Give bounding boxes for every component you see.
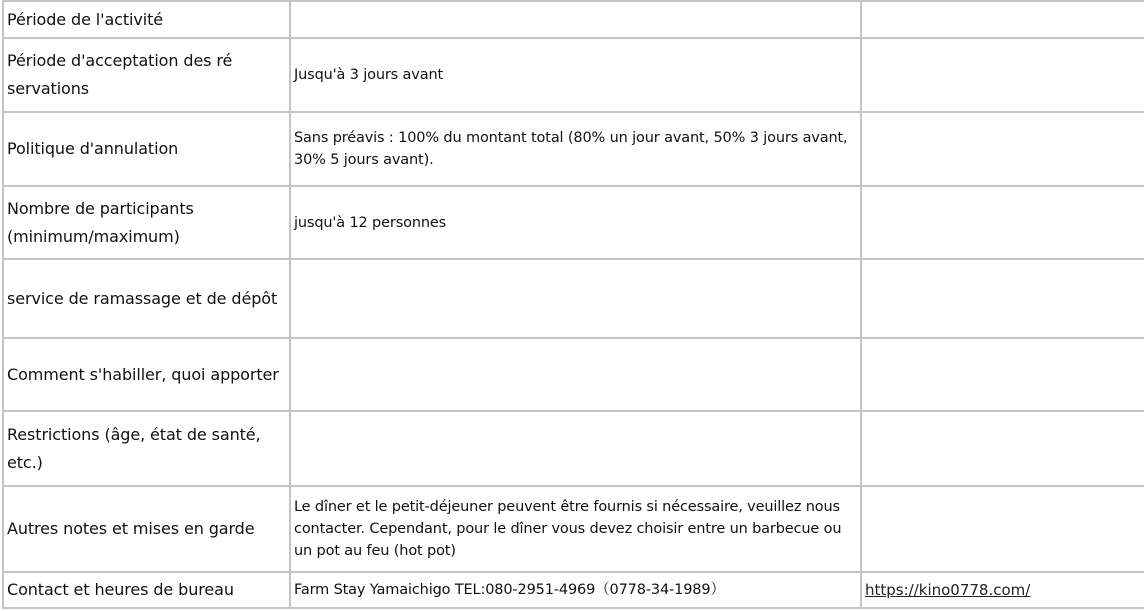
row-value-cancellation-policy: Sans préavis : 100% du montant total (80% un jour avant, 50% 3 jours avant, 30% 5 jours avant). bbox=[290, 112, 861, 186]
activity-info-table bbox=[2, 0, 1144, 609]
table-row bbox=[3, 1, 1144, 38]
website-link[interactable]: https://kino0778.com/ bbox=[865, 581, 1031, 599]
table-row bbox=[3, 411, 1144, 486]
row-extra-reservation-period bbox=[861, 38, 1144, 112]
table-row bbox=[3, 572, 1144, 608]
row-extra-activity-period bbox=[861, 1, 1144, 38]
row-value-reservation-period: Jusqu'à 3 jours avant bbox=[290, 38, 861, 112]
table-row bbox=[3, 112, 1144, 186]
row-label-pickup-service: service de ramassage et de dépôt bbox=[3, 259, 290, 338]
row-value-pickup-service bbox=[290, 259, 861, 338]
table-row bbox=[3, 38, 1144, 112]
row-label-contact: Contact et heures de bureau bbox=[3, 572, 290, 608]
row-value-contact: Farm Stay Yamaichigo TEL:080-2951-4969（0778-34-1989） bbox=[290, 572, 861, 608]
row-value-what-to-wear bbox=[290, 338, 861, 411]
table-row bbox=[3, 486, 1144, 572]
row-extra-other-notes bbox=[861, 486, 1144, 572]
row-label-activity-period: Période de l'activité bbox=[3, 1, 290, 38]
table-row bbox=[3, 338, 1144, 411]
row-label-reservation-period: Période d'acceptation des ré servations bbox=[3, 38, 290, 112]
row-extra-pickup-service bbox=[861, 259, 1144, 338]
row-label-restrictions: Restrictions (âge, état de santé, etc.) bbox=[3, 411, 290, 486]
table-row bbox=[3, 259, 1144, 338]
row-value-other-notes: Le dîner et le petit-déjeuner peuvent être fournis si nécessaire, veuillez nous contacter. Cependant, pour le dîner vous devez choisir entre un barbecue ou un pot au feu (hot pot) bbox=[290, 486, 861, 572]
row-label-what-to-wear: Comment s'habiller, quoi apporter bbox=[3, 338, 290, 411]
row-label-other-notes: Autres notes et mises en garde bbox=[3, 486, 290, 572]
row-value-activity-period bbox=[290, 1, 861, 38]
row-extra-restrictions bbox=[861, 411, 1144, 486]
row-value-participants: jusqu'à 12 personnes bbox=[290, 186, 861, 259]
row-label-participants: Nombre de participants (minimum/maximum) bbox=[3, 186, 290, 259]
table-row bbox=[3, 186, 1144, 259]
row-value-restrictions bbox=[290, 411, 861, 486]
row-extra-what-to-wear bbox=[861, 338, 1144, 411]
row-label-cancellation-policy: Politique d'annulation bbox=[3, 112, 290, 186]
row-extra-participants bbox=[861, 186, 1144, 259]
row-extra-contact bbox=[861, 572, 1144, 608]
row-extra-cancellation-policy bbox=[861, 112, 1144, 186]
